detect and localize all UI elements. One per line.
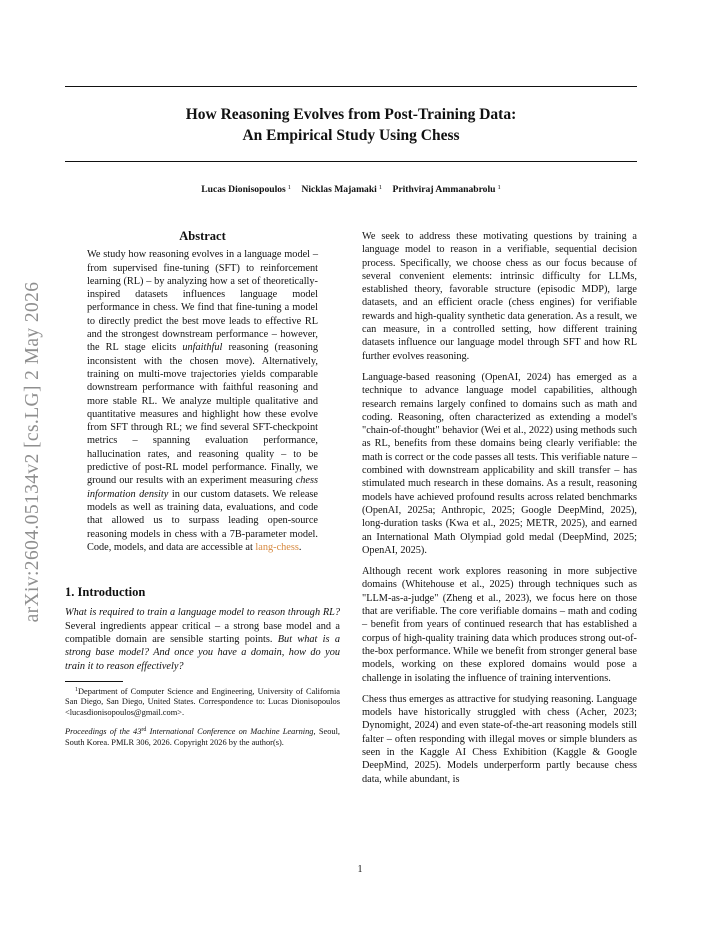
- proceedings-name-rest: International Conference on Machine Learning: [146, 727, 314, 737]
- author-name: Lucas Dionisopoulos: [201, 184, 286, 195]
- author-name: Prithviraj Ammanabrolu: [392, 184, 496, 195]
- proceedings-ordinal: rd: [141, 727, 147, 734]
- intro-text-part: Several ingredients appear critical – a strong base model and a compatible domain are sensible starting points.: [65, 620, 340, 646]
- abstract-text: [87, 248, 318, 554]
- introduction-heading: 1. Introduction: [65, 585, 146, 600]
- left-column: [65, 230, 340, 748]
- abstract-text-part: We study how reasoning evolves in a language model – from supervised fine-tuning (SFT) to reinforcement learning (RL) – by analyzing how a set of theoretically-inspired datasets influences language model performance in chess. We find that fine-tuning a model to directly predict the best move leads to effective RL and the strongest downstream performance – however, the RL stage elicits: [87, 249, 318, 354]
- body-paragraph: Language-based reasoning (OpenAI, 2024) has emerged as a technique to advance language model capabilities, although research remains largely confined to domains such as math and coding. Reasoning, often characterized as extending a model's "chain-of-thought" behavior (Wei et al., 2022) using methods such as RL, benefits from these domains being clearly verifiable: the math is correct or the code passes all tests. This verifiable nature – combined with downstream applicability and skill transfer – has stimulated much research in these domains. As a result, reasoning models have achieved profound results across related benchmarks (OpenAI, 2025a; Anthropic, 2025; Google DeepMind, 2025), long-duration tasks (Kwa et al., 2025; METR, 2025), and earned an International Math Olympiad gold medal (DeepMind, 2025; OpenAI, 2025).: [362, 371, 637, 556]
- abstract-emphasis: unfaithful: [182, 342, 223, 354]
- author: [201, 184, 291, 195]
- page-number: 1: [357, 864, 363, 875]
- paper-title: [65, 104, 637, 146]
- author: [301, 184, 382, 195]
- author-affiliation-mark: 1: [378, 184, 383, 191]
- author: [393, 184, 501, 195]
- author-name: Nicklas Majamaki: [301, 184, 377, 195]
- proceedings-details: , Seoul, South Korea. PMLR 306, 2026. Copyright 2026 by the author(s).: [65, 727, 340, 747]
- abstract-emphasis: chess information density: [87, 475, 318, 500]
- proceedings-name: Proceedings of the 43: [65, 727, 142, 737]
- affiliation-text: Department of Computer Science and Engineering, University of California San Diego, San Diego, United States. Correspondence to: Lucas Dionisopoulos <lucasdionisopoulos@gmail.com>.: [65, 686, 340, 717]
- footnote-mark: 1: [75, 686, 78, 693]
- title-rule-bottom: [65, 161, 637, 162]
- proceedings-footnote: [65, 725, 340, 748]
- paper-title-line-2: An Empirical Study Using Chess: [242, 127, 460, 144]
- paper-title-line-1: How Reasoning Evolves from Post-Training Data:: [185, 106, 517, 123]
- introduction-paragraph: [65, 606, 340, 672]
- right-column: [362, 230, 637, 794]
- abstract-heading: Abstract: [179, 229, 226, 243]
- author-affiliation-mark: 1: [497, 184, 501, 191]
- intro-emphasis: What is required to train a language model to reason through RL?: [65, 607, 340, 619]
- body-paragraph: Although recent work explores reasoning in more subjective domains (Whitehouse et al., 2025) through techniques such as "LLM-as-a-judge" (Zheng et al., 2023), we focus here on those that are verifiable. The core verifiable domains – math and coding – benefit from years of continued research that has established a corpus of high-quality training data which produces strong out-of-the-box performance. While we benefit from stronger general base models, working on these explored domains would pose a challenge in isolating the influence of training interventions.: [362, 566, 637, 684]
- author-list: [65, 184, 637, 195]
- abstract-text-part: .: [298, 541, 302, 553]
- body-paragraph: We seek to address these motivating questions by training a language model to reason in a verifiable, sequential decision process. Specifically, we choose chess as our focus because of several convenient elements: intrinsic difficulty for LLMs, established theory, favorable structure (episodic MDP), large datasets, and an efficient oracle (chess engines) for verifiable rewards and high-quality synthetic data generation. As a result, we can measure, in a controlled setting, how different training datasets influence our language model through SFT and how RL further evolves reasoning.: [362, 231, 637, 362]
- abstract-text-part: reasoning (reasoning inconsistent with the chosen move). Alternatively, training on multi-move trajectories yields comparable downstream performance with faithful reasoning and more stable RL. We analyze multiple qualitative and quantitative measures and highlight how these evolve from SFT through RL; we find several SFT-checkpoint metrics – spanning evaluation performance, hallucination rates, and reasoning quality – to be predictive of post-RL model performance. Finally, we ground our results with an experiment measuring: [87, 342, 318, 487]
- code-link[interactable]: lang-chess: [255, 541, 299, 553]
- title-rule-top: [65, 86, 637, 87]
- author-affiliation-mark: 1: [287, 184, 292, 191]
- abstract-text-part: in our custom datasets. We release models as well as training data, evaluations, and code that allowed us to surpass leading open-source reasoning models in chess with a 7B-parameter model. Code, models, and data are accessible at: [87, 488, 318, 553]
- affiliation-footnote: [65, 682, 340, 718]
- body-paragraph: Chess thus emerges as attractive for studying reasoning. Language models have historically struggled with chess (Acher, 2023; Dynomight, 2024) and even state-of-the-art reasoning models still falter – often responding with illegal moves or simple blunders as seen in the Kaggle AI Chess Exhibition (Kaggle & Google DeepMind, 2025). Models underperform partly because chess data, while abundant, is: [362, 693, 637, 785]
- arxiv-identifier-text: arXiv:2604.05134v2 [cs.LG] 2 May 2026: [22, 281, 43, 623]
- intro-emphasis: But what is a strong base model? And once you have a domain, how do you train it to reason effectively?: [65, 634, 340, 672]
